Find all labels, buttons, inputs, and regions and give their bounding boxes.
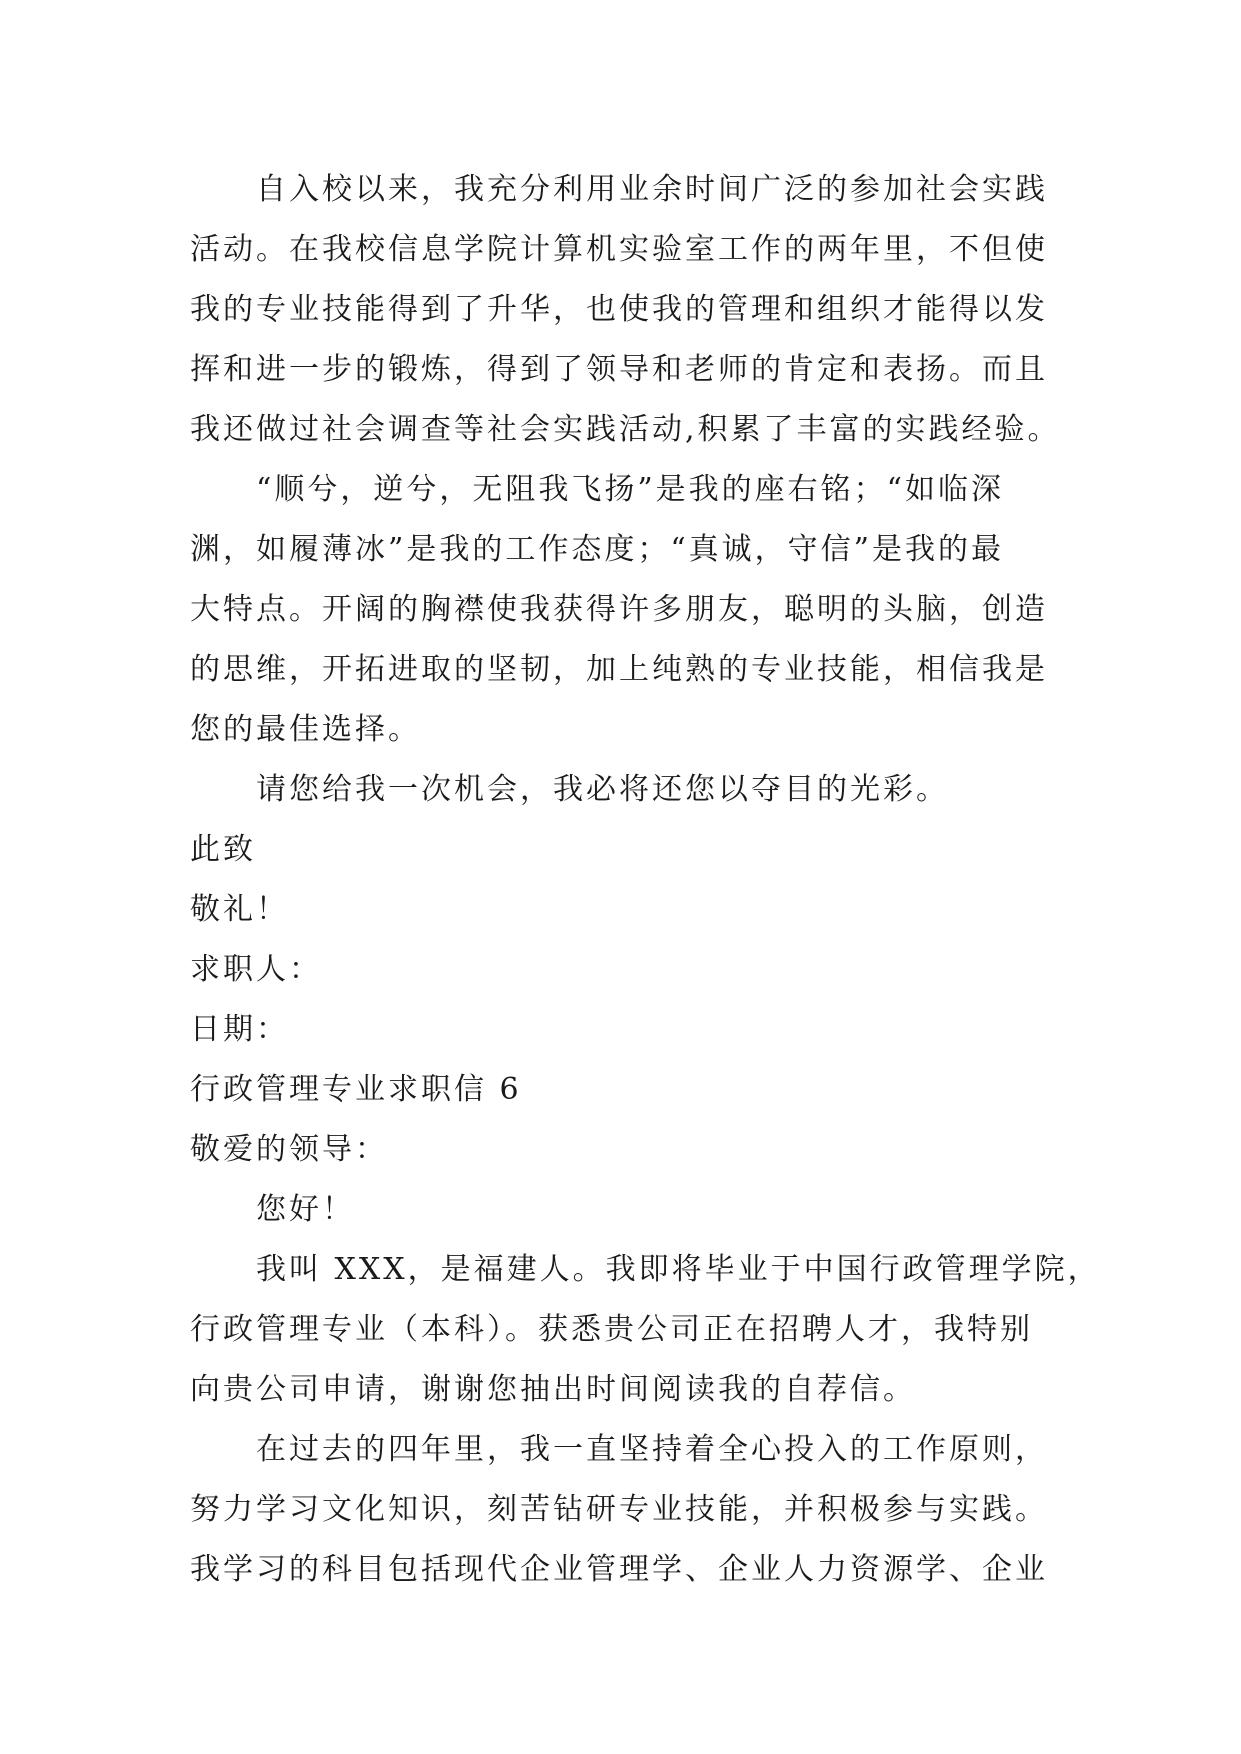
text-line: 我还做过社会调查等社会实践活动,积累了丰富的实践经验。 bbox=[190, 412, 1061, 447]
text-line: 请您给我一次机会，我必将还您以夺目的光彩。 bbox=[256, 772, 949, 807]
text-line: 您的最佳选择。 bbox=[190, 712, 421, 747]
text-line: 我学习的科目包括现代企业管理学、企业人力资源学、企业 bbox=[190, 1552, 1048, 1587]
text-line: 行政管理专业（本科）。获悉贵公司正在招聘人才，我特别 bbox=[190, 1312, 1033, 1347]
text-line: 敬爱的领导： bbox=[190, 1132, 388, 1167]
text-line: 我叫 XXX，是福建人。我即将毕业于中国行政管理学院， bbox=[256, 1252, 1101, 1287]
text-line: 渊，如履薄冰”是我的工作态度；“真诚，守信”是我的最 bbox=[190, 532, 1005, 567]
text-line: 努力学习文化知识，刻苦钻研专业技能，并积极参与实践。 bbox=[190, 1492, 1048, 1527]
text-line: 行政管理专业求职信 6 bbox=[190, 1072, 522, 1107]
text-line: 的思维，开拓进取的坚韧，加上纯熟的专业技能，相信我是 bbox=[190, 652, 1048, 687]
document-body bbox=[190, 160, 1101, 1600]
text-line: 大特点。开阔的胸襟使我获得许多朋友，聪明的头脑，创造 bbox=[190, 592, 1048, 627]
text-line: 敬礼！ bbox=[190, 892, 289, 927]
text-line: “顺兮，逆兮，无阻我飞扬”是我的座右铭；“如临深 bbox=[256, 472, 1005, 507]
text-line: 此致 bbox=[190, 832, 256, 867]
text-line: 日期： bbox=[190, 1012, 289, 1047]
text-line: 活动。在我校信息学院计算机实验室工作的两年里，不但使 bbox=[190, 232, 1048, 267]
text-line: 向贵公司申请，谢谢您抽出时间阅读我的自荐信。 bbox=[190, 1372, 916, 1407]
text-line: 自入校以来，我充分利用业余时间广泛的参加社会实践 bbox=[256, 172, 1048, 207]
text-line: 我的专业技能得到了升华，也使我的管理和组织才能得以发 bbox=[190, 292, 1048, 327]
text-line: 在过去的四年里，我一直坚持着全心投入的工作原则， bbox=[256, 1432, 1048, 1467]
text-line: 挥和进一步的锻炼，得到了领导和老师的肯定和表扬。而且 bbox=[190, 352, 1048, 387]
text-line: 您好！ bbox=[256, 1192, 355, 1227]
text-line: 求职人： bbox=[190, 952, 322, 987]
